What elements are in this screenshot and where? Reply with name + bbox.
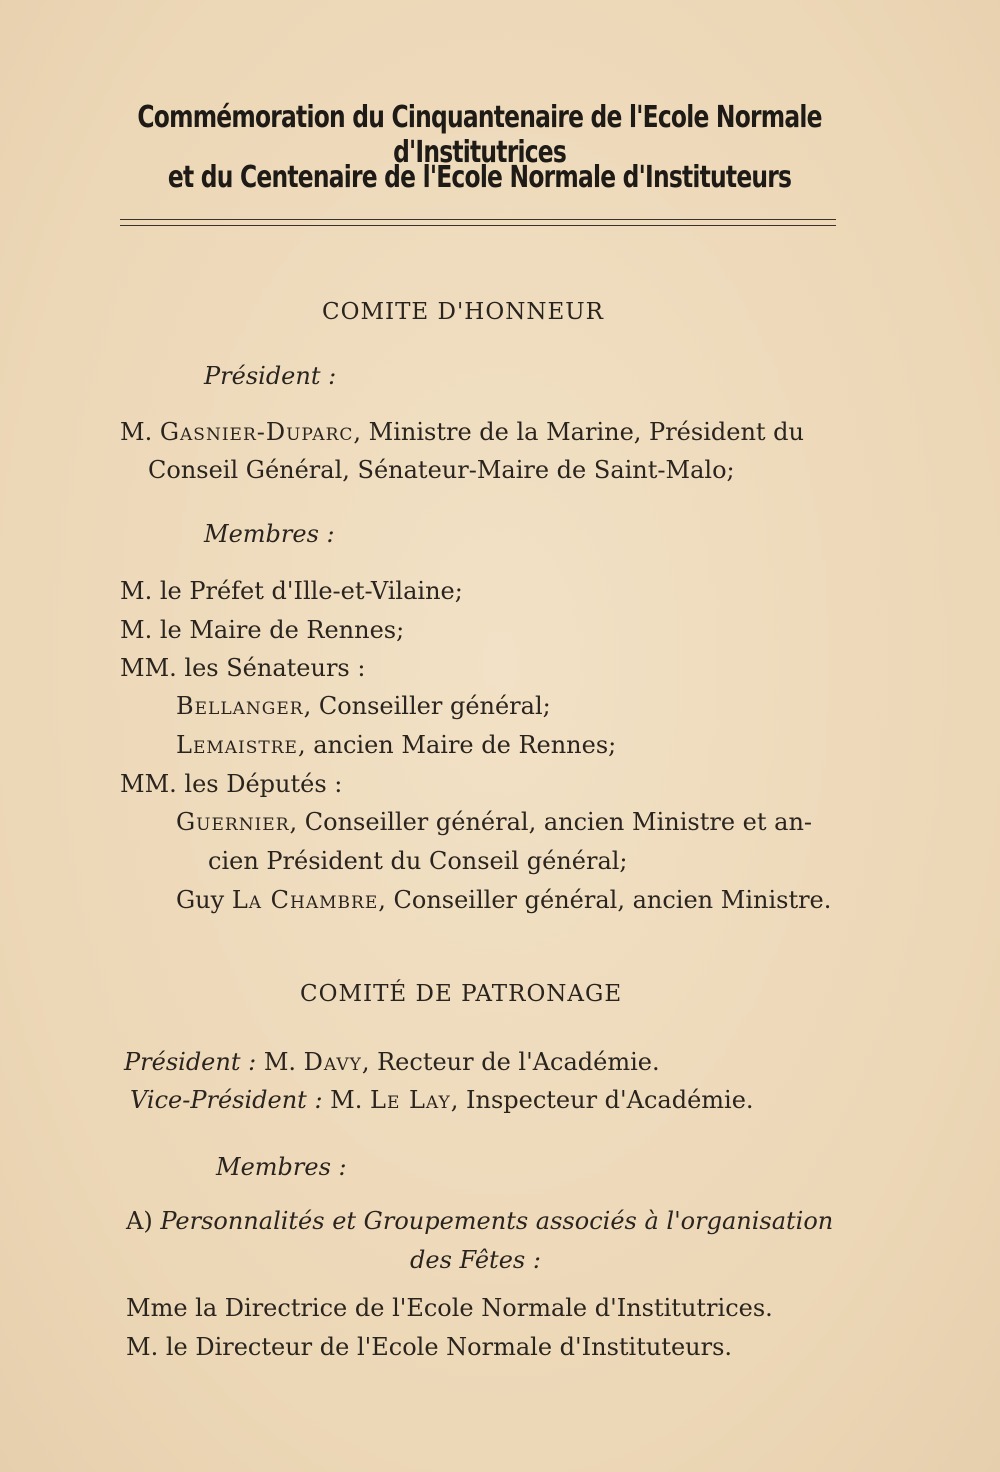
title-rule-bottom — [120, 225, 836, 226]
text: , Conseiller général, ancien Ministre. — [378, 886, 832, 914]
patronage-group-a-line-1 — [126, 1207, 833, 1235]
honneur-member-prefet: M. le Préfet d'Ille-et-Vilaine; — [120, 577, 463, 605]
text: A) — [126, 1207, 161, 1235]
honneur-senateurs-label: MM. les Sénateurs : — [120, 654, 366, 682]
patronage-vice-president — [130, 1086, 754, 1114]
patronage-members-label: Membres : — [216, 1153, 347, 1181]
honneur-depute-1-line-1 — [176, 808, 812, 836]
text: , Ministre de la Marine, Président du — [353, 418, 804, 446]
honneur-member-maire: M. le Maire de Rennes; — [120, 616, 405, 644]
honneur-deputes-label: MM. les Députés : — [120, 770, 343, 798]
honneur-president-line-1 — [120, 418, 804, 446]
patronage-group-a-line-2: des Fêtes : — [410, 1246, 541, 1274]
text: Guy — [176, 886, 232, 914]
patronage-member-directrice: Mme la Directrice de l'Ecole Normale d'Institutrices. — [126, 1294, 773, 1322]
honneur-members-label: Membres : — [204, 520, 335, 548]
group-title: Personnalités et Groupements associés à l'organisation — [160, 1207, 834, 1235]
patronage-member-directeur: M. le Directeur de l'Ecole Normale d'Instituteurs. — [126, 1333, 733, 1361]
person-name: Bellanger — [176, 692, 304, 720]
honneur-president-line-2: Conseil Général, Sénateur-Maire de Saint-Malo; — [148, 456, 735, 484]
text: , ancien Maire de Rennes; — [297, 731, 617, 759]
person-name: La Chambre — [231, 886, 379, 914]
person-name: Davy — [303, 1048, 362, 1076]
text: , Recteur de l'Académie. — [361, 1048, 660, 1076]
honneur-president-label: Président : — [204, 362, 337, 390]
patronage-president — [124, 1048, 660, 1076]
person-name: Le Lay — [370, 1086, 451, 1114]
role-label: Vice-Président : — [130, 1086, 323, 1114]
honneur-senateur-1 — [176, 692, 551, 720]
person-name: Lemaistre — [176, 731, 298, 759]
text: M. — [120, 418, 160, 446]
honneur-depute-2 — [176, 886, 831, 914]
text: , Inspecteur d'Académie. — [450, 1086, 754, 1114]
role-label: Président : — [124, 1048, 257, 1076]
honneur-depute-1-line-2: cien Président du Conseil général; — [208, 847, 628, 875]
title-line-1: Commémoration du Cinquantenaire de l'Ecole Normale d'Institutrices — [137, 100, 822, 170]
title-line-2: et du Centenaire de l'Ecole Normale d'Instituteurs — [167, 160, 792, 195]
section-heading-honneur: COMITE D'HONNEUR — [322, 299, 604, 325]
person-name: Gasnier-Duparc — [159, 418, 354, 446]
title-rule-top — [120, 219, 836, 220]
text: M. — [256, 1048, 304, 1076]
honneur-senateur-2 — [176, 731, 616, 759]
text: , Conseiller général; — [303, 692, 551, 720]
section-heading-patronage: COMITÉ DE PATRONAGE — [300, 981, 623, 1007]
person-name: Guernier — [176, 808, 290, 836]
text: M. — [322, 1086, 371, 1114]
text: , Conseiller général, ancien Ministre et an- — [289, 808, 813, 836]
